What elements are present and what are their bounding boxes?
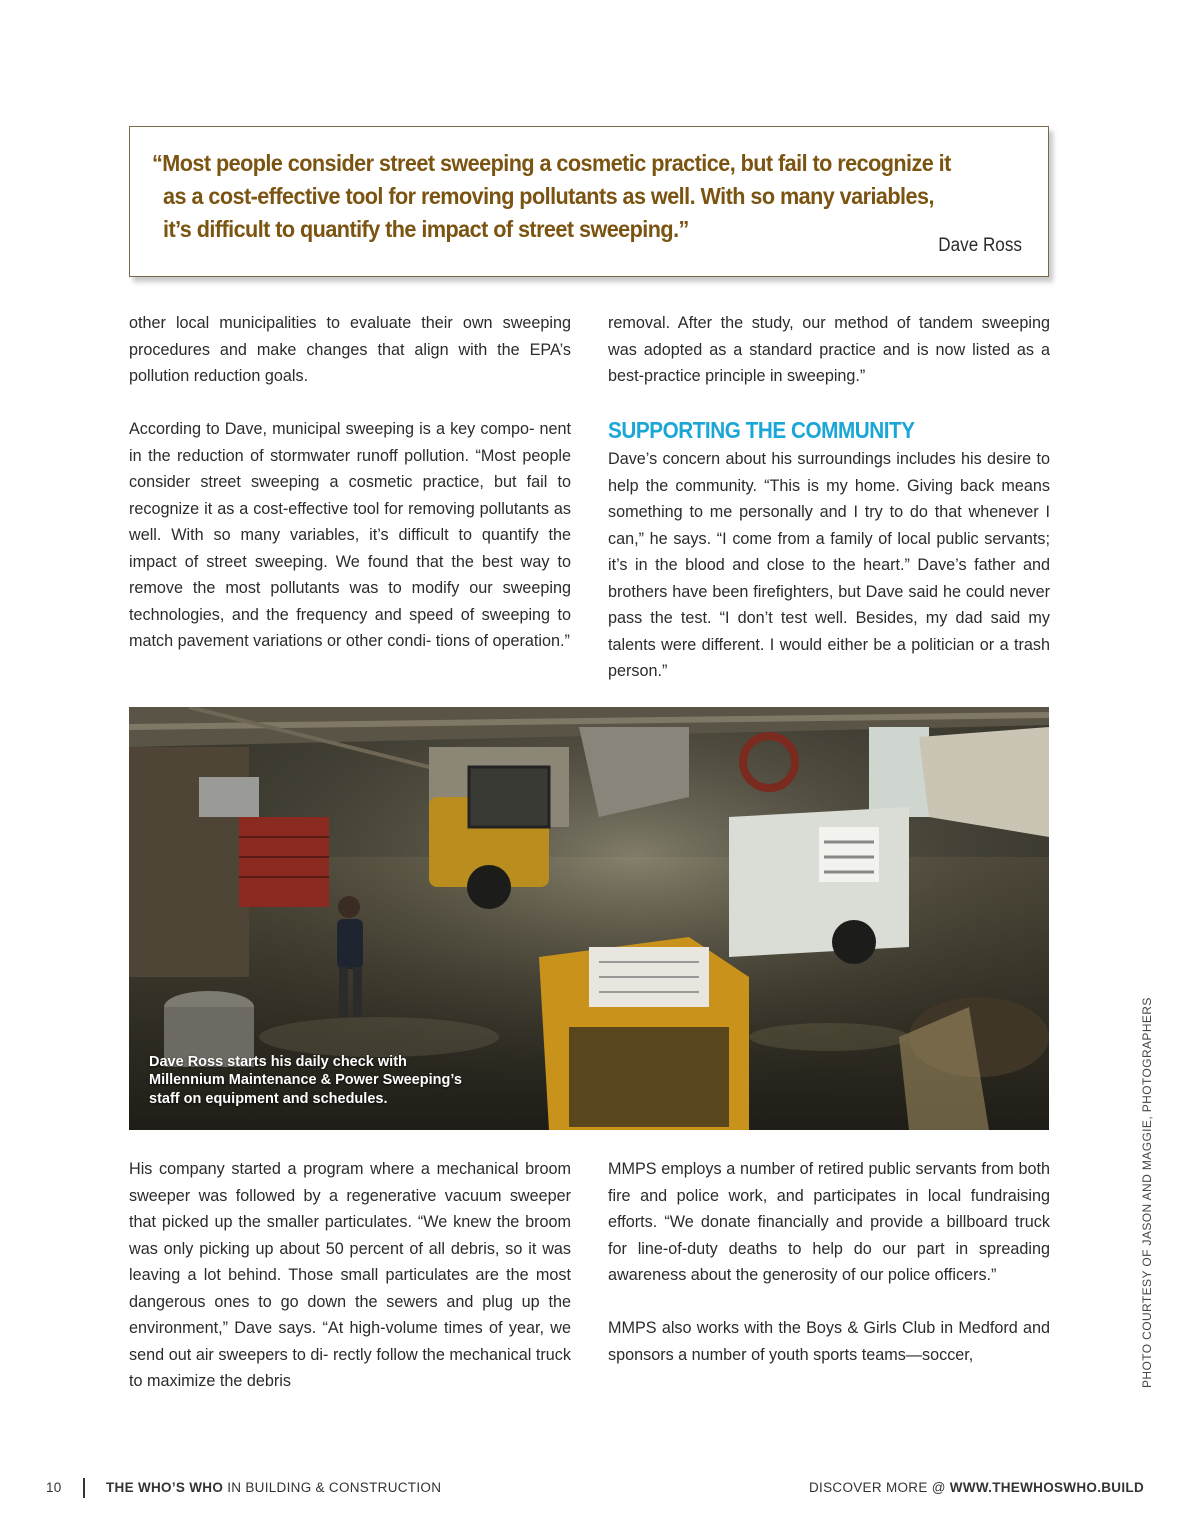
pull-quote-attribution: Dave Ross xyxy=(938,235,1022,256)
page-number: 10 xyxy=(46,1480,62,1495)
publication-name-bold: THE WHO’S WHO xyxy=(106,1480,224,1495)
upper-left-column xyxy=(129,310,571,655)
page-footer xyxy=(0,1478,1200,1500)
lower-left-column xyxy=(129,1156,571,1395)
lower-right-column xyxy=(608,1156,1050,1368)
paragraph: removal. After the study, our method of tandem sweeping was adopted as a standard practice and is now listed as a best-practice principle in sweeping.” xyxy=(608,314,1050,385)
pull-quote-box xyxy=(129,126,1049,277)
publication-name xyxy=(106,1480,441,1495)
footer-divider xyxy=(83,1478,85,1498)
section-heading: SUPPORTING THE COMMUNITY xyxy=(608,417,915,443)
paragraph: According to Dave, municipal sweeping is a key compo- nent in the reduction of stormwater runoff pollution. “Most people consider street sweeping a cosmetic practice, but fail to recognize it as a cost-effective tool for removing pollutants as well. With so many variables, it’s difficult to quantify the impact of street sweeping. We found that the best way to remove the most pollutants was to modify our sweeping technologies, and the frequency and speed of sweeping to match pavement variations or other condi- tions of operation.” xyxy=(129,420,571,650)
discover-url[interactable]: WWW.THEWHOSWHO.BUILD xyxy=(949,1480,1144,1495)
upper-right-column xyxy=(608,310,1050,685)
publication-name-rest: IN BUILDING & CONSTRUCTION xyxy=(223,1480,442,1495)
discover-prefix: DISCOVER MORE @ xyxy=(809,1480,950,1495)
paragraph: other local municipalities to evaluate their own sweeping procedures and make changes that align with the EPA’s pollution reduction goals. xyxy=(129,314,571,385)
photo-caption: Dave Ross starts his daily check with Millennium Maintenance & Power Sweeping’s staff on equipment and schedules. xyxy=(149,1053,462,1107)
photo-credit: PHOTO COURTESY OF JASON AND MAGGIE, PHOTOGRAPHERS xyxy=(1140,997,1154,1388)
paragraph: Dave’s concern about his surroundings includes his desire to help the community. “This is my home. Giving back means something to me personally and I try to do that whenever I can,” he says. “I come from a family of local public servants; it’s in the blood and close to the heart.” Dave’s father and brothers have been firefighters, but Dave said he could never pass the test. “I don’t test well. Besides, my dad said my talents were different. I would either be a politician or a trash person.” xyxy=(608,450,1050,680)
discover-link[interactable] xyxy=(809,1480,1144,1495)
pull-quote-text: “Most people consider street sweeping a cosmetic practice, but fail to recognize it as a cost-effective tool for removing pollutants as well. With so many variables, it’s difficult to quantify the impact of street sweeping.” xyxy=(152,150,951,242)
paragraph: MMPS employs a number of retired public servants from both fire and police work, and participates in local fundraising efforts. “We donate financially and provide a billboard truck for line-of-duty deaths to help do our part in spreading awareness about the generosity of our police officers.” xyxy=(608,1160,1050,1284)
garage-photo xyxy=(129,707,1049,1130)
paragraph: MMPS also works with the Boys & Girls Club in Medford and sponsors a number of youth sports teams—soccer, xyxy=(608,1319,1050,1364)
paragraph: His company started a program where a mechanical broom sweeper was followed by a regenerative vacuum sweeper that picked up the smaller particulates. “We knew the broom was only picking up about 50 percent of all debris, so it was leaving a lot behind. Those small particulates are the most dangerous ones to go down the sewers and plug up the environment,” Dave says. “At high-volume times of year, we send out air sweepers to di- rectly follow the mechanical truck to maximize the debris xyxy=(129,1160,571,1390)
